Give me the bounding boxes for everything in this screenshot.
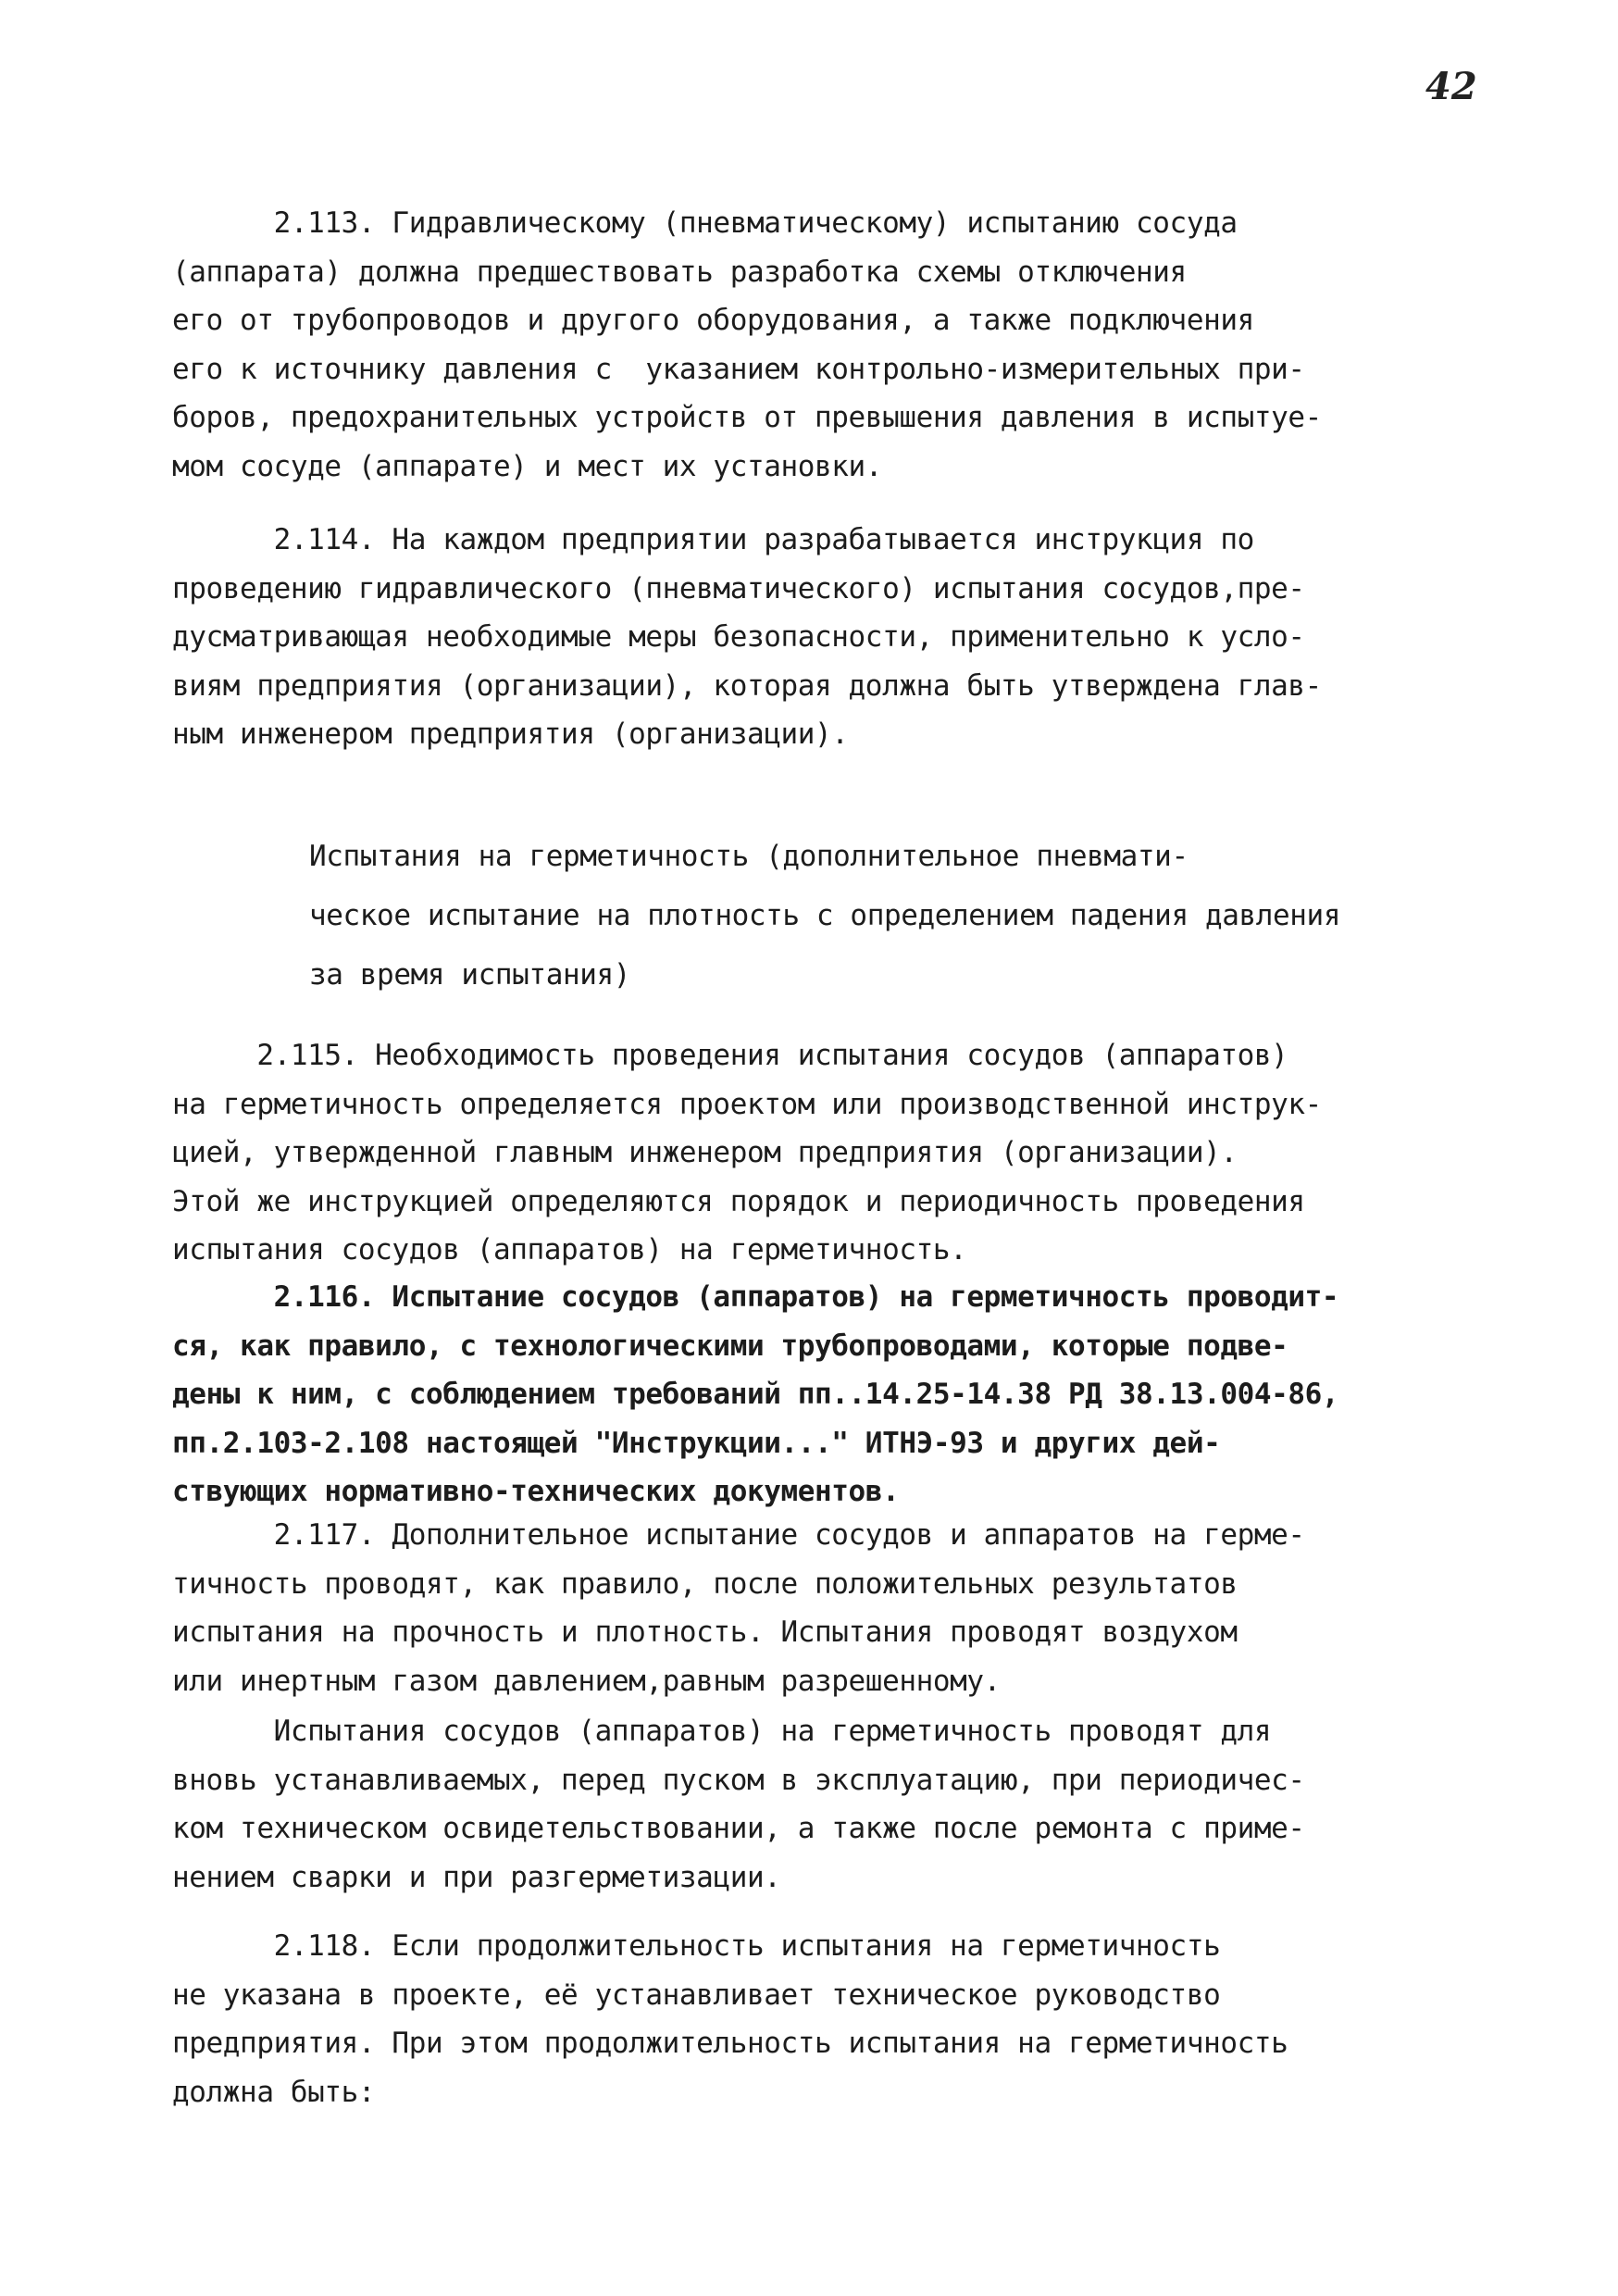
text-line: 2.116. Испытание сосудов (аппаратов) на герметичность проводит- xyxy=(172,1280,1339,1314)
heading-line: ческое испытание на плотность с определением падения давления xyxy=(309,899,1341,932)
text-line: ся, как правило, с технологическими трубопроводами, которые подве- xyxy=(172,1329,1288,1363)
text-line: нением сварки и при разгерметизации. xyxy=(172,1860,781,1894)
text-line: дусматривающая необходимые меры безопасности, применительно к усло- xyxy=(172,620,1305,654)
text-line: 2.117. Дополнительное испытание сосудов и аппаратов на герме- xyxy=(172,1518,1305,1552)
text-line: не указана в проекте, её устанавливает техническое руководство xyxy=(172,1978,1221,2012)
text-line: Этой же инструкцией определяются порядок и периодичность проведения xyxy=(172,1184,1305,1218)
text-line: Испытания сосудов (аппаратов) на герметичность проводят для xyxy=(172,1715,1272,1748)
text-line: тичность проводят, как правило, после положительных результатов xyxy=(172,1566,1238,1601)
text-line: дены к ним, с соблюдением требований пп..14.25-14.38 РД 38.13.004-86, xyxy=(172,1378,1339,1411)
text-line: ным инженером предприятия (организации). xyxy=(172,718,849,751)
text-line: проведению гидравлического (пневматического) испытания сосудов,пре- xyxy=(172,571,1305,605)
text-line: 2.113. Гидравлическому (пневматическому) испытанию сосуда xyxy=(172,206,1238,240)
text-line: 2.118. Если продолжительность испытания на герметичность xyxy=(172,1929,1221,1963)
text-line: его к источнику давления с указанием контрольно-измерительных при- xyxy=(172,352,1305,386)
text-line: пп.2.103-2.108 настоящей "Инструкции..." ИТНЭ-93 и других дей- xyxy=(172,1426,1221,1460)
text-line: на герметичность определяется проектом или производственной инструк- xyxy=(172,1087,1322,1121)
text-line: цией, утвержденной главным инженером предприятия (организации). xyxy=(172,1136,1238,1169)
paragraph-2-113 xyxy=(172,199,1533,491)
text-line: предприятия. При этом продолжительность испытания на герметичность xyxy=(172,2027,1288,2060)
text-line: боров, предохранительных устройств от превышения давления в испытуе- xyxy=(172,401,1322,434)
text-line: 2.114. На каждом предприятии разрабатывается инструкция по xyxy=(172,523,1254,556)
text-line: ком техническом освидетельствовании, а также после ремонта с приме- xyxy=(172,1812,1305,1845)
text-line: вновь устанавливаемых, перед пуском в эксплуатацию, при периодичес- xyxy=(172,1763,1305,1797)
text-line: 2.115. Необходимость проведения испытания сосудов (аппаратов) xyxy=(172,1039,1288,1072)
text-line: виям предприятия (организации), которая должна быть утверждена глав- xyxy=(172,668,1322,703)
page-number: 42 xyxy=(1425,65,1477,108)
paragraph-2-114 xyxy=(172,516,1533,759)
paragraph-2-118 xyxy=(172,1922,1533,2116)
text-line: испытания сосудов (аппаратов) на герметичность. xyxy=(172,1233,967,1267)
section-heading xyxy=(309,827,1512,1004)
text-line: ствующих нормативно-технических документов. xyxy=(172,1475,900,1508)
text-line: мом сосуде (аппарате) и мест их установки. xyxy=(172,449,883,483)
text-line: (аппарата) должна предшествовать разработка схемы отключения xyxy=(172,255,1187,289)
paragraph-2-116 xyxy=(172,1273,1533,1516)
paragraph-2-117-continued xyxy=(172,1707,1533,1902)
paragraph-2-117 xyxy=(172,1511,1533,1705)
text-line: должна быть: xyxy=(172,2075,376,2109)
heading-line: за время испытания) xyxy=(309,958,631,992)
paragraph-2-115 xyxy=(172,1031,1533,1275)
text-line: его от трубопроводов и другого оборудования, а также подключения xyxy=(172,304,1254,337)
text-line: испытания на прочность и плотность. Испытания проводят воздухом xyxy=(172,1616,1238,1649)
text-line: или инертным газом давлением,равным разрешенному. xyxy=(172,1664,1001,1698)
heading-line: Испытания на герметичность (дополнительное пневмати- xyxy=(309,840,1189,873)
